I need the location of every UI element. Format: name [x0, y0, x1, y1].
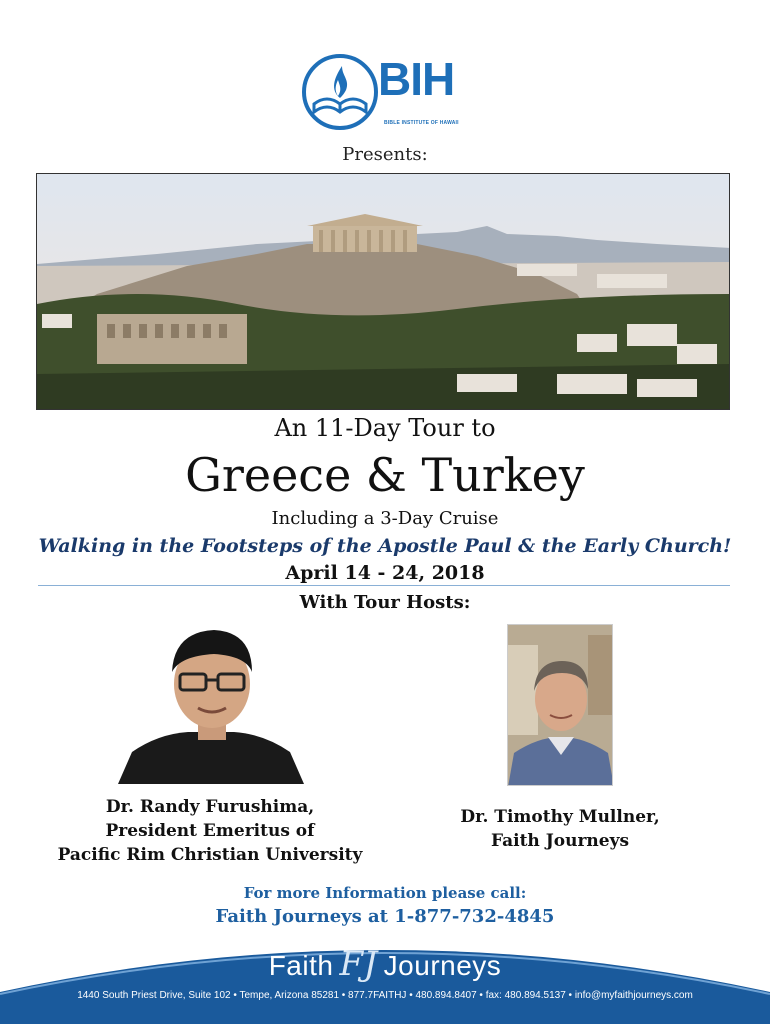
footer-address: 1440 South Priest Drive, Suite 102 • Tempe, Arizona 85281 • 877.7FAITHJ • 480.894.8407 • fax: 480.894.5137 • info@myfaithjourneys.com: [77, 990, 693, 1001]
divider: [38, 585, 730, 586]
brand-left: Faith: [268, 950, 334, 981]
hosts-heading: With Tour Hosts:: [299, 592, 471, 613]
page-title: Greece & Turkey: [185, 448, 585, 502]
host1-title: President Emeritus of: [105, 821, 315, 841]
open-book-with-flame-icon: [300, 52, 380, 132]
presents-label: Presents:: [342, 144, 428, 165]
acropolis-photo: [36, 173, 730, 410]
host2-organization: Faith Journeys: [490, 831, 630, 851]
host1-organization: Pacific Rim Christian University: [57, 845, 363, 865]
tour-dates: April 14 - 24, 2018: [285, 562, 485, 584]
brand-right: Journeys: [383, 950, 502, 981]
host2-portrait: [507, 624, 613, 786]
fj-monogram-icon: FJ: [339, 944, 378, 984]
phone-contact[interactable]: Faith Journeys at 1-877-732-4845: [215, 906, 555, 927]
info-label: For more Information please call:: [243, 884, 527, 902]
tagline: Walking in the Footsteps of the Apostle Paul & the Early Church!: [38, 535, 732, 557]
logo-subtitle: BIBLE INSTITUTE OF HAWAII: [384, 120, 459, 126]
host1-name: Dr. Randy Furushima,: [105, 797, 315, 817]
host1-caption: [40, 795, 380, 867]
cruise-note: Including a 3-Day Cruise: [271, 508, 499, 529]
logo-wordmark: BIH: [378, 53, 455, 105]
faith-journeys-logo: [0, 944, 770, 984]
host2-caption: [420, 805, 700, 853]
tour-subtitle: An 11-Day Tour to: [274, 414, 496, 442]
host1-portrait: [118, 622, 304, 784]
host2-name: Dr. Timothy Mullner,: [460, 807, 660, 827]
